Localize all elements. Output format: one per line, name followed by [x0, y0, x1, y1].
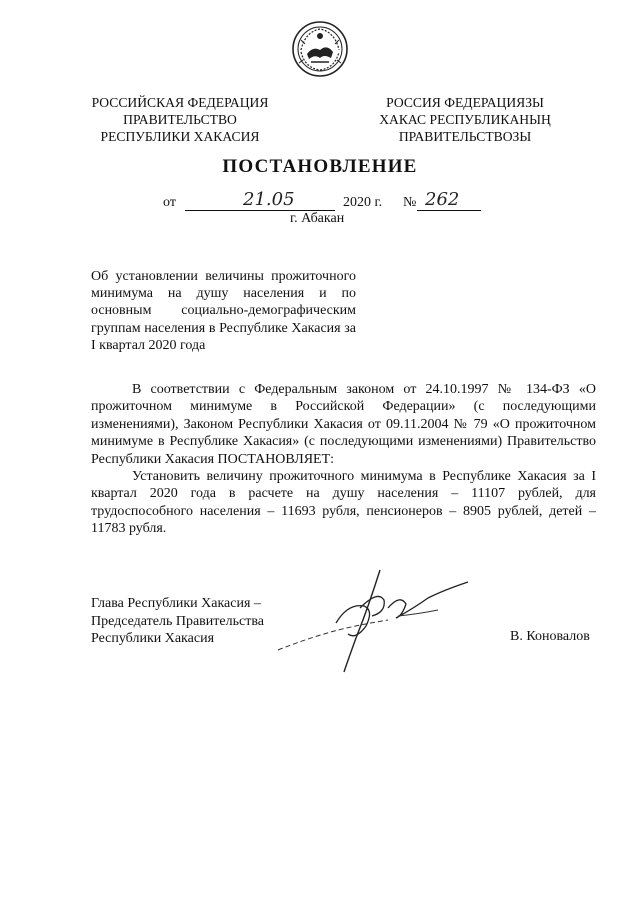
document-subject: Об установлении величины прожиточного минимума на душу населения и по основным социально-демографическим группам населения в Республике Хакасия за I квартал 2020 года	[91, 269, 356, 353]
date-handwritten: 21.05	[243, 189, 295, 210]
year-label: 2020 г.	[343, 195, 383, 210]
document-title: ПОСТАНОВЛЕНИЕ	[222, 156, 418, 177]
header-left-line: РОССИЙСКАЯ ФЕДЕРАЦИЯ	[91, 95, 269, 110]
header-left	[80, 94, 280, 145]
city-label: г. Абакан	[290, 211, 345, 226]
header-left-line: ПРАВИТЕЛЬСТВО	[123, 112, 237, 127]
header-left-line: РЕСПУБЛИКИ ХАКАСИЯ	[100, 129, 260, 144]
number-underline	[417, 210, 481, 211]
signatory-position-line: Председатель Правительства	[91, 613, 264, 629]
header-right	[360, 94, 570, 145]
number-label: №	[403, 195, 417, 210]
header-right-line: ПРАВИТЕЛЬСТВОЗЫ	[398, 129, 532, 144]
header-right-line: РОССИЯ ФЕДЕРАЦИЯЗЫ	[386, 95, 544, 110]
coat-of-arms-emblem-icon	[291, 20, 349, 78]
body-paragraph: Установить величину прожиточного минимума в Республике Хакасия за I квартал 2020 года в расчете на душу населения – 11107 рублей, для трудоспособного населения – 11693 рубля, пенсионеров – 8905 рублей, детей – 11783 рубля.	[91, 469, 596, 537]
number-handwritten: 262	[425, 189, 460, 210]
signatory-name: В. Коновалов	[510, 629, 590, 644]
signatory-position	[91, 595, 264, 648]
document-body	[91, 381, 596, 538]
date-prefix: от	[163, 195, 176, 210]
signatory-position-line: Республики Хакасия	[91, 631, 215, 646]
signatory-position-line: Глава Республики Хакасия –	[91, 596, 261, 611]
handwritten-signature-icon	[268, 568, 488, 678]
body-paragraph: В соответствии с Федеральным законом от 24.10.1997 № 134-ФЗ «О прожиточном минимуме в Российской Федерации» (с последующими изменениями), Законом Республики Хакасия от 09.11.2004 № 79 «О прожиточном минимуме в Республике Хакасия» (с последующими изменениями) Правительство Республики Хакасия ПОСТАНОВЛЯЕТ:	[91, 382, 596, 467]
header-right-line: ХАКАС РЕСПУБЛИКАНЫҢ	[379, 112, 551, 127]
